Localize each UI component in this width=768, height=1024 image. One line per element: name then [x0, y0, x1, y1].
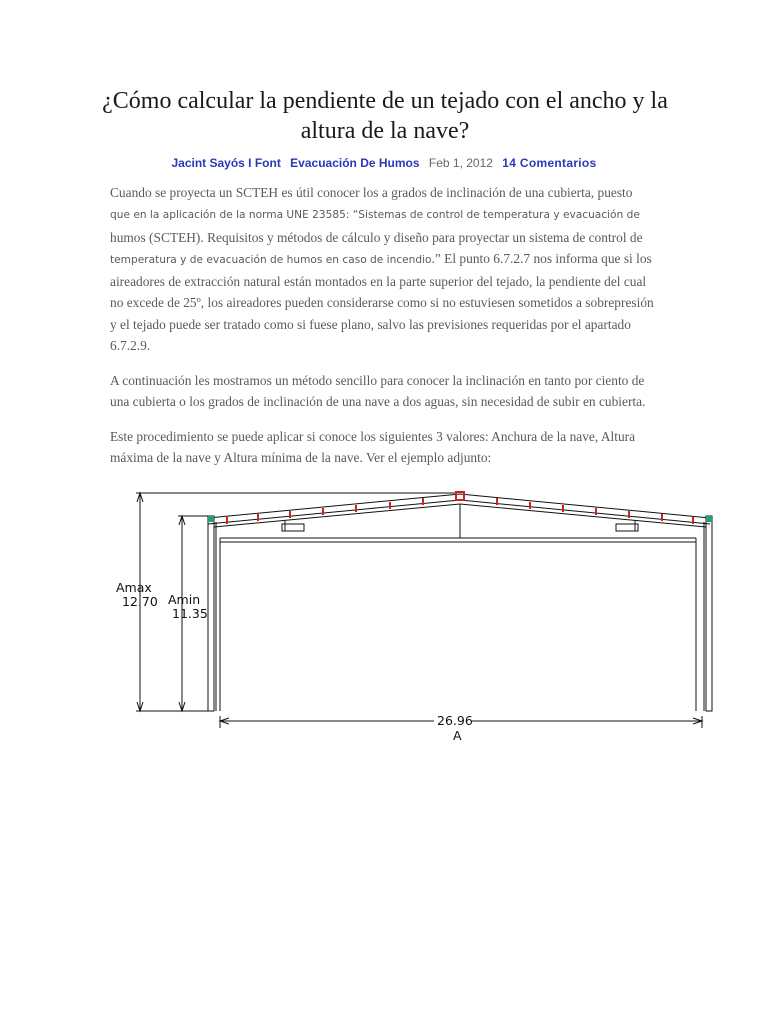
p1-text-b: que en la aplicación de la norma UNE 23585: “Sistemas de control de temperatura y evacuación de: [110, 209, 640, 222]
p1-text-e: .” El punto 6.7.2.7 nos informa que si los aireadores de extracción natural están montados en la parte superior del tejado, la pendiente del cual no excede de 25º, los aireadores pueden considerarse como si no estuviesen sometidos a sobrepresión y el tejado puede ser tratado como si fuese plano, salvo las previsiones requeridas por el apartado 6.7.2.9.: [110, 250, 654, 354]
amin-label: Amin: [168, 592, 201, 607]
article-title: ¿Cómo calcular la pendiente de un tejado con el ancho y la altura de la nave?: [102, 88, 668, 144]
paragraph-method: A continuación les mostramos un método sencillo para conocer la inclinación en tanto por ciento de una cubierta o los grados de inclinación de una nave a dos aguas, sin necesidad de subir en cubierta.: [110, 373, 646, 410]
gutter-right: [706, 516, 712, 522]
author-link[interactable]: Jacint Sayós I Font: [171, 156, 281, 170]
paragraph-procedure: Este procedimiento se puede aplicar si conoce los siguientes 3 valores: Anchura de la nave, Altura máxima de la nave y Altura mínima de la nave. Ver el ejemplo adjunto:: [110, 429, 636, 466]
post-date: Feb 1, 2012: [428, 156, 493, 170]
article-meta: [0, 156, 768, 170]
comments-link[interactable]: 14 Comentarios: [502, 156, 597, 170]
paragraph-intro: [110, 182, 658, 356]
category-link[interactable]: Evacuación De Humos: [290, 156, 420, 170]
building-section-diagram: [110, 486, 730, 756]
p1-text-a: Cuando se proyecta un SCTEH es útil conocer los a grados de inclinación de una cubierta, puesto: [110, 185, 633, 200]
amin-value: 11.35: [172, 606, 208, 621]
p1-text-c: humos (SCTEH). Requisitos y métodos de cálculo y diseño para proyectar un sistema de control de: [110, 229, 643, 245]
width-value: 26.96: [437, 713, 473, 728]
amax-value: 12.70: [122, 594, 158, 609]
width-label: A: [453, 728, 462, 743]
gutter-left: [208, 516, 214, 522]
p1-text-d: temperatura y de evacuación de humos en caso de incendio: [110, 253, 432, 266]
building-walls: [208, 516, 712, 711]
amax-label: Amax: [116, 580, 152, 595]
